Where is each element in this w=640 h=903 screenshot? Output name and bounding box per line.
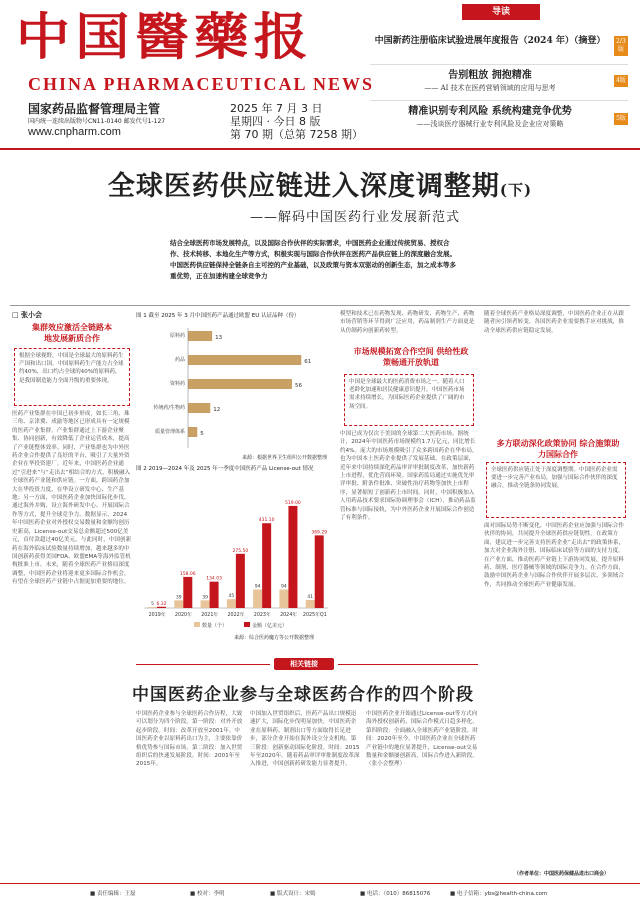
related-label: 相关链接 bbox=[274, 658, 334, 670]
figure2-category-label: 2023年 bbox=[253, 613, 271, 618]
figure2-bar-count bbox=[201, 600, 210, 608]
related-title: 中国医药企业参与全球医药合作的四个阶段 bbox=[132, 685, 474, 705]
figure2-count-label: 94 bbox=[254, 584, 261, 590]
related-divider-right bbox=[338, 664, 478, 665]
figure2-bar-count bbox=[306, 600, 315, 608]
figure2-legend-label: 数量（个） bbox=[202, 623, 228, 629]
figure1-value-label: 61 bbox=[304, 359, 312, 365]
issn-info: 国内统一连续出版物号CN11-0140 邮发代号1-127 bbox=[28, 118, 166, 125]
related-body: 中国医药企业参与全球医药合作历程，大致可以划分为四个阶段。第一阶段：对外开放起步阶段。时间：改革开放至2001年。中国医药企业以原料药出口为主，主要依靠价格优势参与国际市场。第二阶段：加入世贸组织后的快速发展阶段。时间：2001年至2015年。 bbox=[136, 711, 243, 768]
lead-headline-suffix: (下) bbox=[499, 181, 533, 199]
footer-editor: ■ 责任编辑：王磊 bbox=[90, 891, 136, 897]
figure1-bar bbox=[188, 355, 301, 365]
figure2-bar-amount bbox=[157, 607, 166, 608]
article-body: 随着全球医药产业格局深度调整，中国医药企业正在从跟随者向引领者转变。各国医药企业需要携手应对挑战，推动全球医药供应链稳定发展。 bbox=[484, 311, 625, 334]
figure2-category-label: 2019年 bbox=[148, 613, 166, 618]
website-link[interactable]: www.cnpharm.com bbox=[28, 126, 121, 138]
figure2-category-label: 2022年 bbox=[227, 613, 245, 618]
figure2-amount-label: 275.50 bbox=[232, 548, 249, 554]
figure2-bar-amount bbox=[183, 577, 192, 608]
issue-date: 2025 年 7 月 3 日 bbox=[230, 102, 323, 115]
figure2-bar-amount bbox=[236, 554, 245, 608]
figure1-bar bbox=[188, 331, 212, 341]
guide-item[interactable] bbox=[370, 100, 628, 138]
figure1-category-label: 资料药 bbox=[169, 381, 185, 387]
figure2-legend-swatch bbox=[244, 622, 250, 627]
page-footer bbox=[0, 883, 640, 903]
guide-item-subtitle: ——浅谈医疗器械行业专利风险及企业应对策略 bbox=[416, 120, 564, 128]
figure2-bar-count bbox=[174, 600, 183, 608]
footer-phone: ■ 电话：（010）86815076 bbox=[360, 891, 431, 897]
related-body: 中国医药企业开始通过License-out等方式向海外授权创新药，国际合作模式日趋多样化。第四阶段：全面融入全球医药产业链阶段。时间：2020年至今。中国医药企业在全球医药产业链中的地位显著提升，License-out交易数量和金额屡创新高，国际合作进入新阶段。（张小会整理） bbox=[366, 711, 478, 768]
figure2-category-label: 2020年 bbox=[174, 613, 192, 618]
issue-date-block bbox=[230, 102, 363, 141]
related-body: 中国加入世贸组织后，医药产品出口规模迅速扩大，国际化步伐明显加快。中国医药企业在原料药、制剂出口等方面取得长足进步，部分企业开始在海外设立分支机构。第三阶段：创新驱动国际化阶段。时间：2015年至2020年。随着药品审评审批制度改革深入推进，中国创新药研发能力显著提升。 bbox=[250, 711, 360, 768]
guide-panel bbox=[370, 0, 628, 140]
figure2-count-label: 5 bbox=[151, 602, 154, 608]
guide-item-title: 精准识别专利风险 系统构建竞争优势 bbox=[408, 106, 572, 117]
figure2-category-label: 2025年Q1 bbox=[302, 613, 327, 618]
figure1-value-label: 5 bbox=[200, 431, 204, 437]
figure2-bar-count bbox=[253, 590, 262, 608]
figure2-amount-label: 519.00 bbox=[285, 500, 301, 506]
related-divider-left bbox=[136, 664, 270, 665]
figure2-category-label: 2024年 bbox=[280, 613, 298, 618]
guide-item-title: 中国新药注册临床试验进展年度报告（2024 年）（摘登） bbox=[374, 36, 606, 46]
section-title: 多方联动深化政策协同 综合施策助力国际合作 bbox=[496, 438, 620, 459]
guide-item-page: 2/3版 bbox=[614, 36, 628, 56]
figure2-amount-label: 431.10 bbox=[258, 518, 275, 524]
masthead-divider bbox=[0, 148, 640, 150]
guide-item-page: 5版 bbox=[614, 113, 628, 125]
figure2-count-label: 39 bbox=[202, 595, 208, 601]
article-body: 模型和技术已在药物发现、药物研发、药物生产、药物市场营销等环节得到广泛应用，药品制剂生产方面更是从仿制药向创新药转型。 bbox=[340, 311, 475, 334]
figure2-amount-label: 369.29 bbox=[311, 530, 328, 536]
author-note: （作者单位：中国医药保健品进出口商会） bbox=[514, 871, 610, 877]
highlight-box: 中国是全球最大的医药消费市场之一。随着人口老龄化加速和居民健康意识提升，中国医药市场需求持续增长，为国际医药企业提供了广阔的市场空间。 bbox=[344, 374, 474, 426]
newspaper-logo: 中国醫藥报 bbox=[16, 7, 313, 66]
lead-abstract: 结合全球医药市场发展特点，以及国际合作伙伴的实际需求，中国医药企业通过传统贸易、授权合作、技术转移、本地化生产等方式，积极实现与国际合作伙伴在医药产品供应链上的深度融合发展。中国医药供应链保持全链条自主可控的产业基础，以及政策与资本双驱动的创新生态，加之成本等多重优势，正在加速构建全球竞争力 bbox=[170, 239, 456, 280]
byline: □ 张小会 bbox=[12, 311, 43, 319]
figure1-category-label: 药品 bbox=[174, 357, 185, 363]
figure2-category-label: 2021年 bbox=[201, 613, 219, 618]
footer-designer: ■ 版式设计：宋嫣 bbox=[270, 891, 316, 897]
highlight-box: 全球医药供应链正处于深度调整期。中国医药企业需要进一步完善产业布局，加强与国际合作伙伴的深度融合，推动全链条协同发展。 bbox=[486, 462, 626, 518]
figure1-bar bbox=[188, 427, 197, 437]
figure2-caption: 图 2 2019—2024 年及 2025 年一季度中国医药产品 License-out 情况 bbox=[136, 466, 314, 472]
figure1-category-label: 传统药/生物药 bbox=[153, 405, 185, 411]
figure1-category-label: 原料药 bbox=[169, 333, 185, 339]
guide-item-subtitle: —— AI 技术在医药营销领域的应用与思考 bbox=[424, 84, 556, 92]
figure2-bar-amount bbox=[315, 535, 324, 608]
figure1-source: 来源：根据世界卫生组织公开数据整理 bbox=[242, 455, 328, 461]
section-title: 市场规模拓宽合作空间 供给性政策畅通开放轨道 bbox=[353, 346, 469, 367]
guide-item-title: 告别粗放 拥抱精准 bbox=[448, 70, 532, 81]
figure1-bar bbox=[188, 379, 292, 389]
lead-headline-text: 全球医药供应链进入深度调整期 bbox=[107, 171, 500, 202]
figure1-chart bbox=[136, 320, 332, 452]
figure2-amount-label: 6.32 bbox=[156, 601, 167, 607]
figure2-amount-label: 134.03 bbox=[206, 576, 222, 582]
footer-checker: ■ 校对：李明 bbox=[190, 891, 225, 897]
publisher-name: 国家药品监督管理局主管 bbox=[28, 102, 161, 116]
figure2-legend-swatch bbox=[194, 622, 200, 627]
article-body: 医药产业集群在中国已初步形成，如长三角、珠三角、京津冀、成渝等地区已形成具有一定规模的医药产业集群。产业集群通过上下游企业聚集、协同创新，有效降低了企业运营成本，提高了产业链整体效率。同时，产业集群也为中外医药企业合作提供了良好的平台，吸引了大量外资企业在华投资建厂。近年来，中国医药企业通过“引进来”与“走出去”相结合的方式，积极融入全球医药产业链和供应链。一方面，跨国药企加大在华投资力度，在华设立研发中心、生产基地；另一方面，中国医药企业加快国际化步伐，通过海外并购、设立海外研发中心、开展国际合作等方式，提升全球竞争力。数据显示，2024年中国医药企业对外授权交易数量和金额均创历史新高，License-out交易总金额超过500亿美元，首付款超过40亿美元。与此同时，中国创新药在海外临床试验数量持续增加，越来越多的中国创新药获得美国FDA、欧盟EMA等海外监管机构批准上市。未来，随着全球医药产业格局深度调整，中国医药企业将迎来更多国际合作机会，有望在全球医药产业链中占据更加重要的地位。 bbox=[12, 411, 132, 586]
figure1-category-label: 质量管理体系 bbox=[154, 429, 185, 435]
figure1-value-label: 12 bbox=[213, 407, 221, 413]
issue-weekday: 星期四 · 今日 8 版 bbox=[230, 115, 321, 128]
guide-item[interactable] bbox=[370, 26, 628, 62]
figure2-count-label: 45 bbox=[228, 594, 235, 600]
figure2-chart bbox=[136, 472, 332, 632]
figure1-bar bbox=[188, 403, 210, 413]
figure2-count-label: 39 bbox=[175, 595, 182, 601]
figure2-source: 来源：综合医药魔方等公开数据整理 bbox=[234, 635, 315, 641]
figure2-bar-count bbox=[279, 590, 288, 608]
figure2-bar-amount bbox=[210, 582, 219, 608]
lead-subhead: ——解码中国医药行业发展新范式 bbox=[250, 210, 461, 225]
figure2-amount-label: 158.06 bbox=[179, 571, 196, 577]
figure1-value-label: 13 bbox=[215, 335, 223, 341]
article-body: 面对国际局势不断变化，中国医药企业应加强与国际合作伙伴的协同，共同提升全球医药供应链韧性。在政策方面，建议进一步完善支持医药企业“走出去”的政策体系，加大对企业海外注册、国际临床试验等方面的支持力度。在产业方面，推动医药产业链上下游协同发展，提升原料药、制剂、医疗器械等领域的国际竞争力。在合作方面，鼓励中国医药企业与国际合作伙伴开展多层次、多领域合作，共同推动全球医药产业健康发展。 bbox=[484, 523, 625, 588]
highlight-box: 根据全球视野，中国是全球最大的原料药生产国和出口国。中国原料药生产能力占全球约40%，出口约占全球的40%的原料药，是我国制造能力全面升级的重要体现。 bbox=[14, 348, 130, 406]
figure2-bar-count bbox=[227, 599, 236, 608]
figure2-bar-amount bbox=[288, 506, 297, 608]
guide-item[interactable] bbox=[370, 64, 628, 100]
section-title: 集群效应激活全链路本地发展新质合作 bbox=[32, 322, 112, 343]
figure2-count-label: 41 bbox=[307, 594, 314, 600]
article-body: 中国已成为仅次于美国的全球第二大医药市场。据统计，2024年中国医药市场规模约1.7万亿元，同比增长约4%。庞大的市场规模吸引了众多跨国药企在华布局，也为中国本土医药企业提供了发展基础。在政策层面，近年来中国持续深化药品审评审批制度改革，加快新药上市进程，优化营商环境。国家药监局通过实施优先审评审批、附条件批准、突破性治疗药物等加快上市程序，显著缩短了创新药上市时间。同时，中国积极加入人用药品技术要求国际协调理事会（ICH），推动药品监管标准与国际接轨，为中外医药企业开展国际合作创造了有利条件。 bbox=[340, 431, 478, 522]
figure1-value-label: 56 bbox=[295, 383, 302, 389]
newspaper-name-en: CHINA PHARMACEUTICAL NEWS bbox=[28, 74, 375, 94]
masthead bbox=[10, 2, 375, 141]
figure2-bar-amount bbox=[262, 523, 271, 608]
figure1-caption: 图 1 截至 2025 年 3 月中国医药产品通过欧盟 EU 认证品种（份） bbox=[136, 313, 300, 319]
footer-email[interactable]: ■ 电子信箱：ybs@health-china.com bbox=[450, 891, 548, 897]
guide-item-page: 4版 bbox=[614, 75, 628, 87]
section-divider bbox=[10, 305, 630, 306]
figure2-bar-count bbox=[148, 607, 157, 608]
guide-label: 导读 bbox=[462, 4, 540, 20]
issue-number: 第 70 期（总第 7258 期） bbox=[230, 128, 363, 141]
figure2-count-label: 94 bbox=[281, 584, 287, 590]
lead-headline bbox=[40, 164, 600, 203]
figure2-legend-label: 金额（亿美元） bbox=[252, 623, 288, 629]
